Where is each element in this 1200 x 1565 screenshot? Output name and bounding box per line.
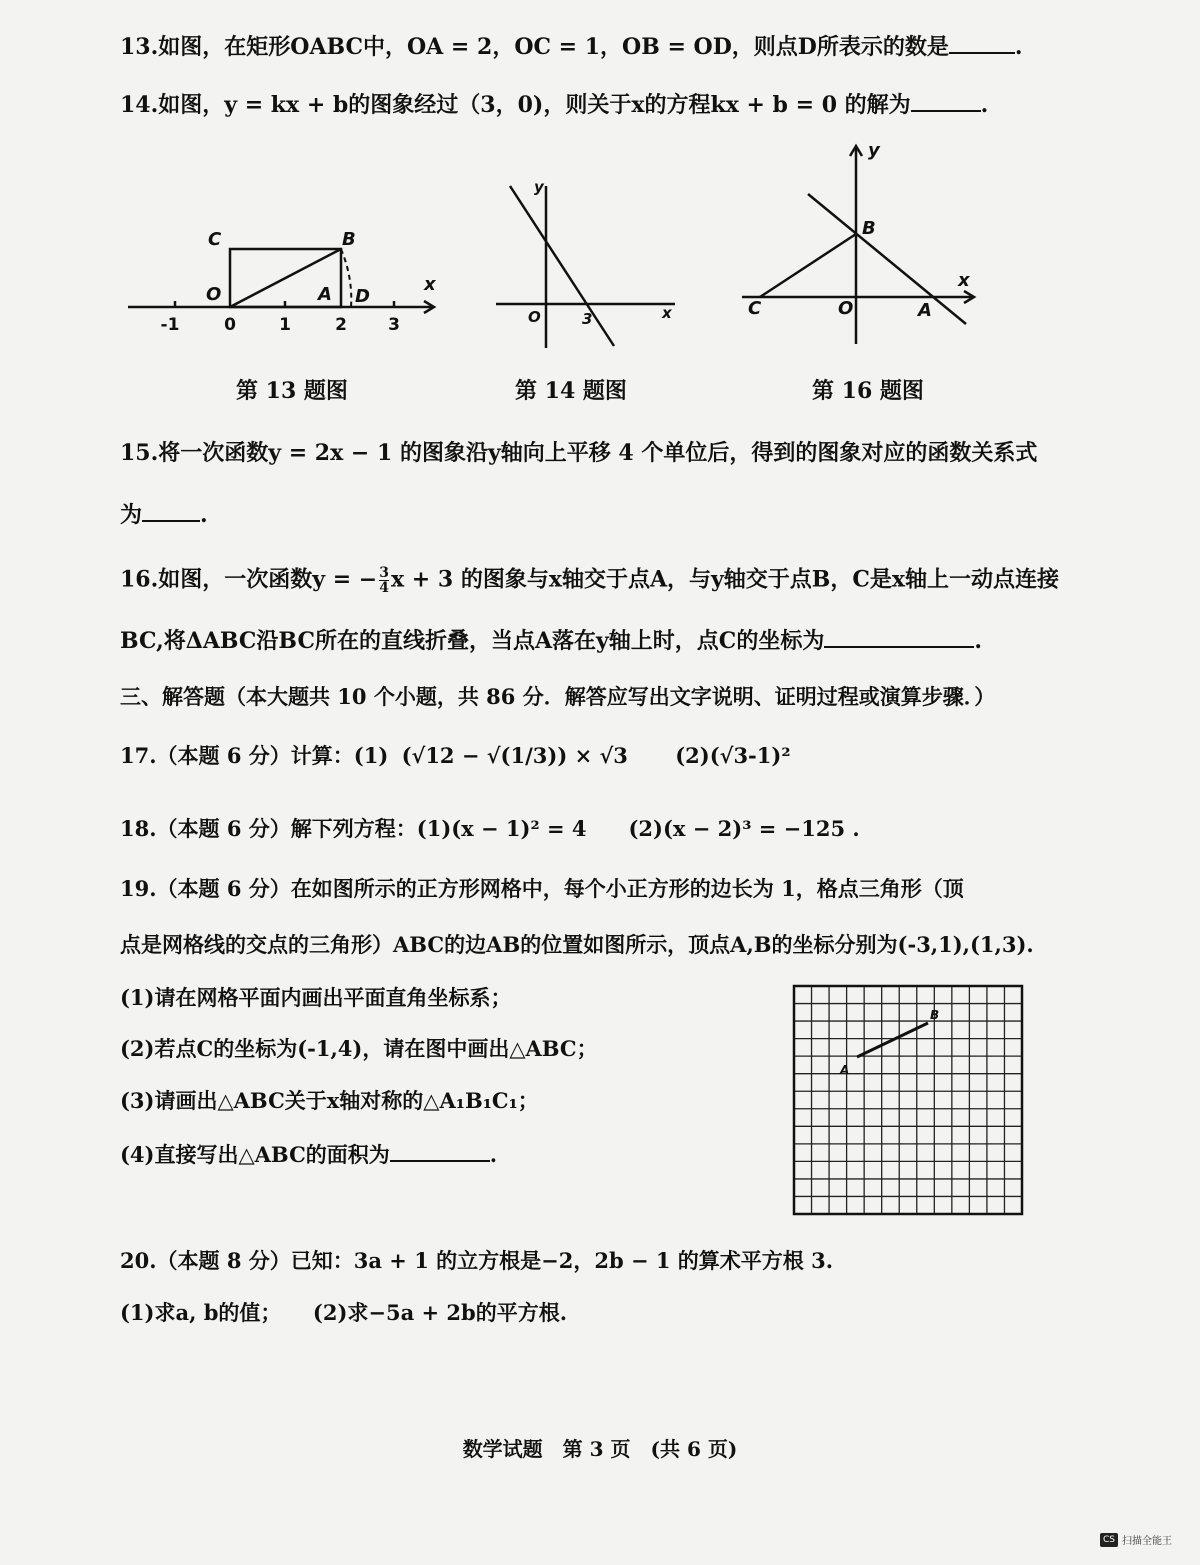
q13-text: 13.如图，在矩形OABC中，OA = 2，OC = 1，OB = OD，则点D所表示的数是 xyxy=(120,34,949,60)
q19-period: . xyxy=(489,1142,498,1167)
fig14-label-x: x xyxy=(662,304,672,322)
scanner-name: 扫描全能王 xyxy=(1122,1536,1172,1547)
question-20-line1: 20.（本题 8 分）已知：3a + 1 的立方根是−2，2b − 1 的算术平方根 3. xyxy=(120,1248,834,1273)
q13-period: . xyxy=(1014,34,1023,60)
fig13-label-x: x xyxy=(424,274,436,295)
fig16-label-a: A xyxy=(918,300,932,321)
q16-text-b: x + 3 的图象与x轴交于点A，与y轴交于点B，C是x轴上一动点连接 xyxy=(391,566,1060,593)
question-20-line2: (1)求a, b的值； (2)求−5a + 2b的平方根. xyxy=(120,1300,568,1325)
q16-text-a: 16.如图，一次函数y = − xyxy=(120,566,378,593)
q15-prefix: 为 xyxy=(120,502,143,528)
fig14-caption: 第 14 题图 xyxy=(515,378,627,404)
q19-item-3: (3)请画出△ABC关于x轴对称的△A₁B₁C₁； xyxy=(120,1088,539,1113)
q19-item-4 xyxy=(120,1142,497,1167)
fig13-label-b: B xyxy=(342,229,356,250)
q16-answer-blank[interactable] xyxy=(824,628,974,648)
page-footer: 数学试题 第 3 页 (共 6 页) xyxy=(462,1437,738,1461)
fig16-label-y: y xyxy=(868,140,880,161)
q16-fraction xyxy=(379,566,389,595)
fig13-label-d: D xyxy=(355,286,370,307)
fig16-label-o: O xyxy=(838,298,854,319)
fig13-tick-3: 3 xyxy=(388,315,400,335)
fig13-tick-0: 0 xyxy=(224,315,236,335)
question-19-line2: 点是网格线的交点的三角形）ABC的边AB的位置如图所示，顶点A,B的坐标分别为(-3,1),(1,3). xyxy=(120,932,1034,957)
fig13-label-o: O xyxy=(206,284,222,305)
cs-logo-icon: CS xyxy=(1100,1533,1118,1547)
q19-answer-blank[interactable] xyxy=(390,1142,490,1162)
fig16-caption: 第 16 题图 xyxy=(812,378,924,404)
question-14 xyxy=(120,92,988,118)
fig13-tick-neg1: -1 xyxy=(160,315,180,335)
grid-label-a: A xyxy=(840,1063,850,1077)
question-13 xyxy=(120,34,1023,60)
q16-frac-num: 3 xyxy=(379,565,389,581)
fig13-label-a: A xyxy=(318,284,332,305)
fig13-tick-1: 1 xyxy=(279,315,291,335)
fig13-caption: 第 13 题图 xyxy=(236,378,348,404)
figure-16 xyxy=(738,140,978,345)
figure-13 xyxy=(120,220,450,345)
q19-item-4-text: (4)直接写出△ABC的面积为 xyxy=(120,1142,390,1167)
q16-line2-text: BC,将ΔABC沿BC所在的直线折叠，当点A落在y轴上时，点C的坐标为 xyxy=(120,628,825,654)
fig13-label-c: C xyxy=(208,229,222,250)
q15-period: . xyxy=(200,502,208,528)
q16-period: . xyxy=(974,628,982,654)
q14-answer-blank[interactable] xyxy=(911,92,981,112)
question-15-line2 xyxy=(120,502,208,528)
question-16-line2 xyxy=(120,628,982,654)
question-18: 18.（本题 6 分）解下列方程：(1)(x − 1)² = 4 (2)(x − 2)³ = −125 . xyxy=(120,816,860,841)
fig13-tick-2: 2 xyxy=(335,315,347,335)
q14-text: 14.如图，y = kx + b的图象经过（3，0)，则关于x的方程kx + b = 0 的解为 xyxy=(120,92,911,118)
question-15-line1: 15.将一次函数y = 2x − 1 的图象沿y轴向上平移 4 个单位后，得到的图象对应的函数关系式 xyxy=(120,440,1038,466)
fig14-label-y: y xyxy=(534,178,544,196)
q19-item-2: (2)若点C的坐标为(-1,4)，请在图中画出△ABC； xyxy=(120,1036,598,1061)
q19-item-1: (1)请在网格平面内画出平面直角坐标系； xyxy=(120,985,512,1010)
question-17 xyxy=(120,743,791,768)
section-3-heading: 三、解答题（本大题共 10 个小题，共 86 分．解答应写出文字说明、证明过程或演算步骤．） xyxy=(120,684,996,709)
q17-prefix: 17.（本题 6 分）计算：(1) xyxy=(120,743,389,768)
fig14-label-o: O xyxy=(528,308,541,326)
fig14-label-3: 3 xyxy=(582,310,593,328)
q15-answer-blank[interactable] xyxy=(142,502,200,522)
fig16-label-c: C xyxy=(748,298,762,319)
q19-grid xyxy=(792,984,1026,1218)
fig16-label-b: B xyxy=(862,218,876,239)
fig16-label-x: x xyxy=(958,270,970,291)
q14-period: . xyxy=(980,92,989,118)
q17-expr1: (√12 − √(1/3)) × √3 xyxy=(401,743,628,768)
grid-label-b: B xyxy=(930,1008,940,1022)
scanner-watermark xyxy=(1100,1532,1172,1547)
question-19-line1: 19.（本题 6 分）在如图所示的正方形网格中，每个小正方形的边长为 1，格点三角形（顶 xyxy=(120,876,964,901)
q17-expr2: (2)(√3-1)² xyxy=(675,743,791,768)
figure-14 xyxy=(490,178,685,353)
q13-answer-blank[interactable] xyxy=(949,34,1015,54)
q16-frac-den: 4 xyxy=(379,580,389,596)
question-16-line1 xyxy=(120,566,1059,595)
